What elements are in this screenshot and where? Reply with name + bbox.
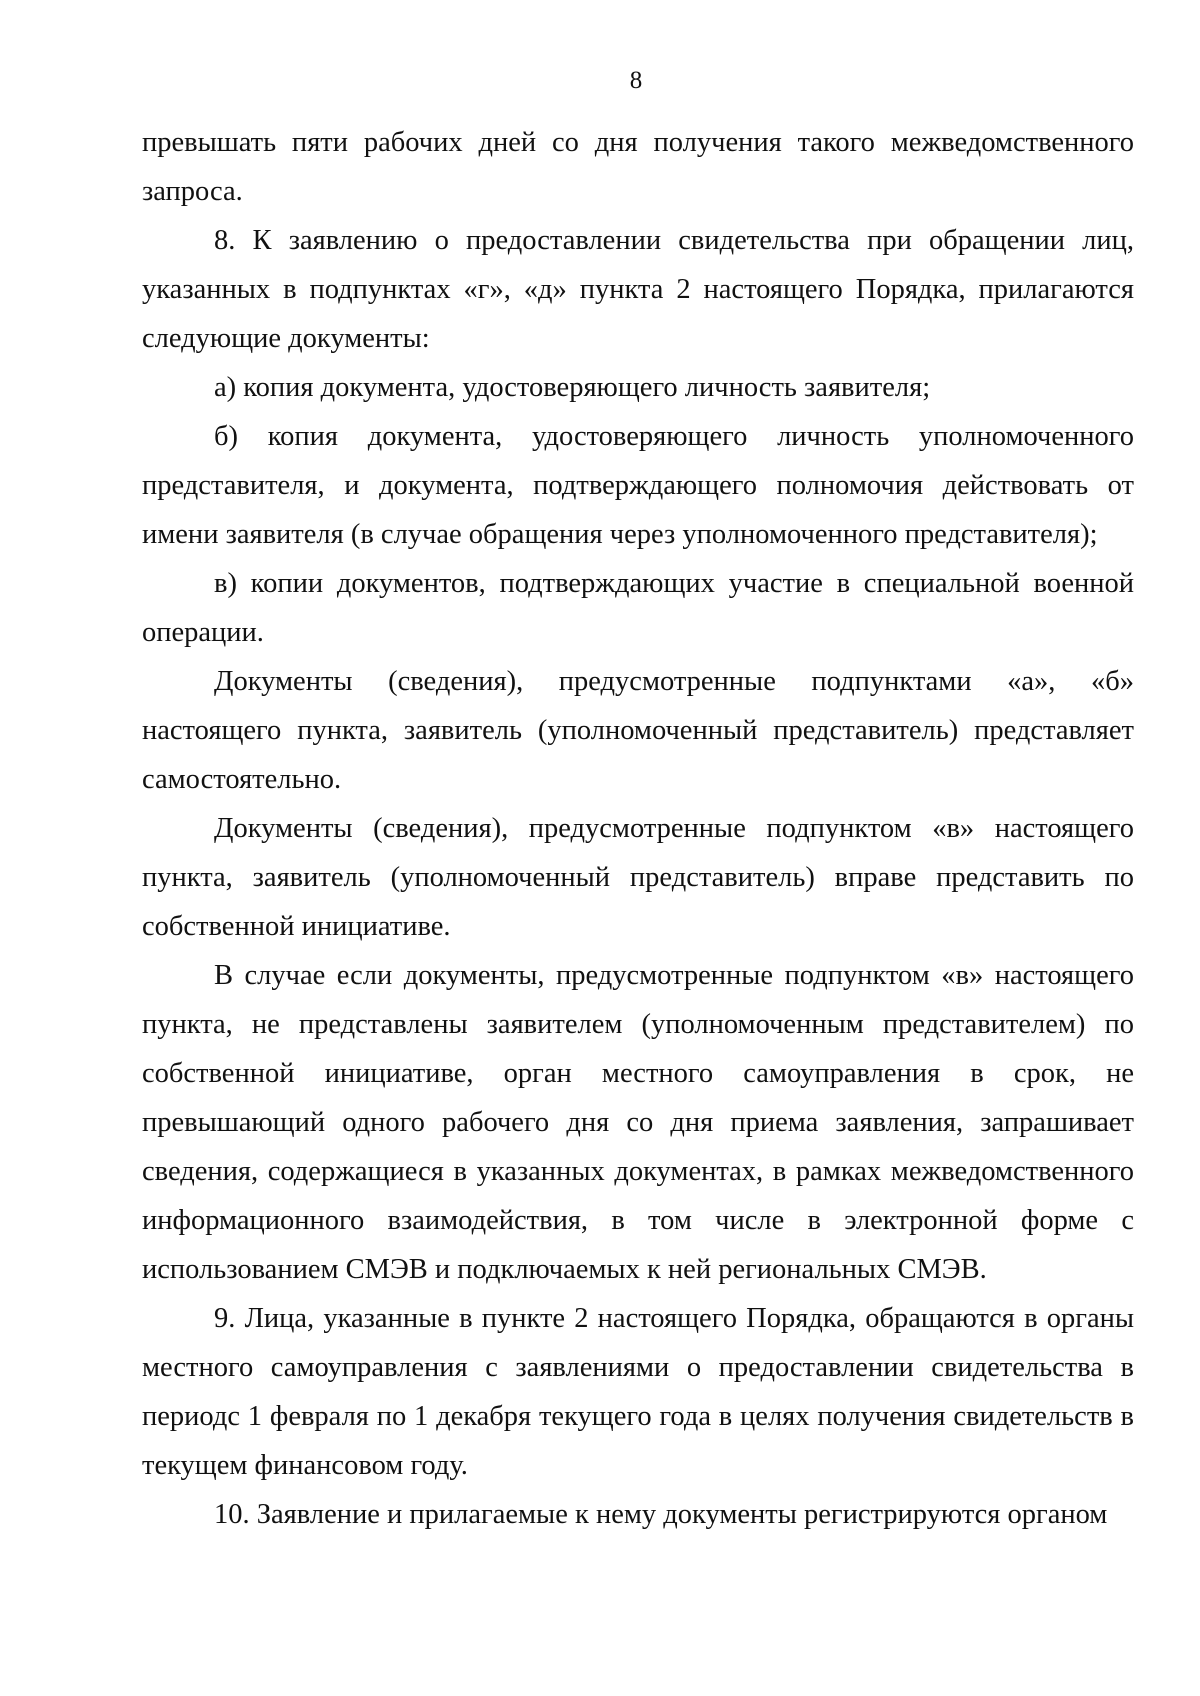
paragraph-item-8: 8. К заявлению о предоставлении свидетельства при обращении лиц, указанных в подпунктах «г», «д» пункта 2 настоящего Порядка, прилагаются следующие документы:: [142, 225, 1134, 354]
paragraph-item-9: 9. Лица, указанные в пункте 2 настоящего Порядка, обращаются в органы местного самоуправления с заявлениями о предоставлении свидетельства в периодс 1 февраля по 1 декабря текущего года в целях получения свидетельств в текущем финансовом году.: [142, 1303, 1134, 1481]
paragraph-subitem-a: а) копия документа, удостоверяющего личность заявителя;: [214, 372, 931, 403]
document-body: [142, 118, 1134, 1539]
paragraph-subitem-b: б) копия документа, удостоверяющего личность уполномоченного представителя, и документа, подтверждающего полномочия действовать от имени заявителя (в случае обращения через уполномоченного представителя);: [142, 421, 1134, 550]
page-number: 8: [629, 67, 643, 94]
paragraph-continuation: превышать пяти рабочих дней со дня получения такого межведомственного запроса.: [142, 127, 1134, 207]
paragraph-subitem-v: в) копии документов, подтверждающих участие в специальной военной операции.: [142, 568, 1134, 648]
paragraph-item-10: 10. Заявление и прилагаемые к нему документы регистрируются органом: [214, 1499, 1108, 1530]
paragraph-interagency-request: В случае если документы, предусмотренные подпунктом «в» настоящего пункта, не представлены заявителем (уполномоченным представителем) по собственной инициативе, орган местного самоуправления в срок, не превышающий одного рабочего дня со дня приема заявления, запрашивает сведения, содержащиеся в указанных документах, в рамках межведомственного информационного взаимодействия, в том числе в электронной форме с использованием СМЭВ и подключаемых к ней региональных СМЭВ.: [142, 960, 1134, 1285]
paragraph-documents-a-b: Документы (сведения), предусмотренные подпунктами «а», «б» настоящего пункта, заявитель (уполномоченный представитель) представляет самостоятельно.: [142, 666, 1134, 795]
paragraph-documents-v: Документы (сведения), предусмотренные подпунктом «в» настоящего пункта, заявитель (уполномоченный представитель) вправе представить по собственной инициативе.: [142, 813, 1134, 942]
